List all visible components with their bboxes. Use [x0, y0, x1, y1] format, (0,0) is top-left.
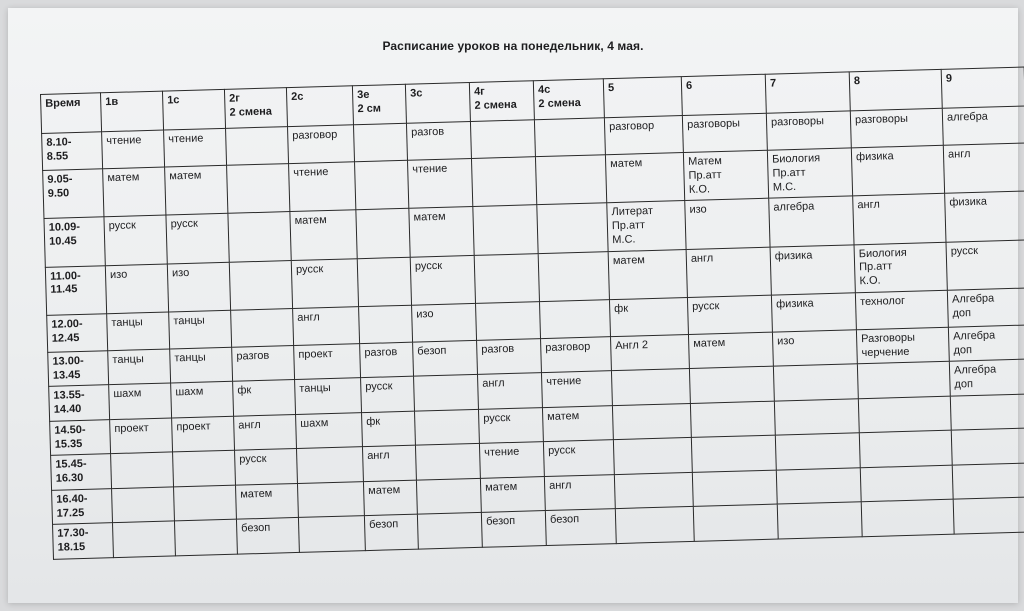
lesson-cell: проект — [172, 416, 235, 452]
lesson-cell: безоп — [545, 509, 616, 545]
lesson-cell — [414, 409, 479, 445]
lesson-cell: англ — [853, 194, 946, 245]
header-5: 5 — [603, 77, 682, 118]
lesson-cell: танцы — [169, 310, 232, 349]
lesson-cell — [111, 452, 174, 488]
lesson-cell: физика — [851, 145, 944, 196]
header-9: 9 — [941, 67, 1024, 108]
lesson-cell: танцы — [295, 378, 362, 414]
lesson-cell: разгов — [477, 338, 542, 374]
lesson-cell: безоп — [413, 340, 478, 376]
lesson-cell — [612, 403, 691, 440]
lesson-cell — [356, 208, 410, 258]
lesson-cell: проект — [294, 343, 361, 379]
lesson-cell: Англ 2 — [610, 334, 689, 371]
time-cell: 13.55- 14.40 — [49, 385, 110, 421]
lesson-cell: разговоры — [766, 111, 851, 150]
lesson-cell — [359, 305, 413, 343]
lesson-cell: англ — [544, 474, 615, 510]
lesson-cell: разгов — [406, 121, 471, 160]
lesson-cell: Литерат Пр.атт М.С. — [607, 201, 686, 251]
lesson-cell: русск — [104, 215, 167, 265]
lesson-cell — [539, 299, 610, 338]
lesson-cell: Алгебра доп — [949, 359, 1024, 396]
lesson-cell — [615, 507, 694, 544]
lesson-cell: англ — [478, 373, 543, 409]
lesson-cell: матем — [480, 476, 545, 512]
lesson-cell: физика — [771, 293, 856, 332]
lesson-cell — [861, 499, 954, 536]
lesson-cell: алгебра — [942, 106, 1024, 145]
lesson-cell: танцы — [108, 349, 171, 385]
lesson-cell — [774, 399, 859, 436]
lesson-cell: чтение — [541, 371, 612, 407]
lesson-cell: танцы — [170, 347, 233, 383]
lesson-cell: русск — [946, 239, 1024, 290]
lesson-cell: русск — [166, 214, 229, 264]
lesson-cell — [174, 519, 237, 555]
lesson-cell: чтение — [102, 130, 165, 169]
schedule-table-wrapper — [40, 67, 1024, 560]
lesson-cell: чтение — [479, 442, 544, 478]
lesson-cell: Алгебра доп — [948, 325, 1024, 362]
header-1s: 1с — [162, 89, 225, 130]
lesson-cell: русск — [361, 376, 415, 412]
header-2s: 2с — [286, 86, 353, 127]
time-cell: 15.45- 16.30 — [51, 454, 112, 490]
lesson-cell: шахм — [296, 412, 363, 448]
lesson-cell — [860, 465, 953, 502]
lesson-cell: изо — [412, 303, 477, 342]
lesson-cell: фк — [362, 411, 416, 447]
time-cell: 10.09- 10.45 — [44, 217, 105, 267]
lesson-cell — [113, 521, 176, 557]
lesson-cell — [857, 361, 950, 398]
lesson-cell — [415, 444, 480, 480]
lesson-cell — [534, 118, 605, 157]
lesson-cell: физика — [945, 191, 1024, 242]
header-4g: 4г 2 смена — [469, 81, 534, 122]
lesson-cell — [353, 123, 407, 161]
header-8: 8 — [849, 69, 942, 111]
lesson-cell: матем — [542, 405, 613, 441]
lesson-cell — [229, 260, 292, 310]
lesson-cell — [535, 155, 606, 205]
lesson-cell: разговоры — [850, 108, 943, 148]
lesson-cell — [474, 253, 539, 303]
lesson-cell — [470, 120, 535, 159]
lesson-cell: англ — [234, 414, 297, 450]
lesson-cell: матем — [165, 165, 228, 215]
lesson-cell: изо — [167, 262, 230, 312]
header-time: Время — [41, 93, 102, 134]
lesson-cell — [777, 502, 862, 539]
header-3e: 3е 2 см — [352, 84, 406, 124]
lesson-cell — [416, 478, 481, 514]
lesson-cell — [414, 375, 479, 411]
lesson-cell: Биология Пр.атт М.С. — [767, 148, 852, 199]
lesson-cell: чтение — [289, 162, 356, 212]
lesson-cell: англ — [362, 445, 416, 481]
lesson-cell: русск — [235, 449, 298, 485]
lesson-cell — [473, 205, 538, 255]
lesson-cell: шахм — [109, 383, 172, 419]
lesson-cell: фк — [609, 297, 688, 336]
lesson-cell — [355, 160, 409, 210]
lesson-cell — [689, 366, 774, 403]
time-cell: 11.00- 11.45 — [45, 265, 106, 315]
lesson-cell: фк — [233, 380, 296, 416]
schedule-table — [40, 66, 1024, 559]
lesson-cell — [228, 212, 291, 262]
lesson-cell: технолог — [855, 290, 948, 330]
lesson-cell: русск — [291, 258, 358, 308]
lesson-cell — [112, 487, 175, 523]
time-cell: 13.00- 13.45 — [48, 350, 109, 386]
lesson-cell — [297, 481, 364, 517]
lesson-cell: Матем Пр.атт К.О. — [683, 150, 768, 201]
lesson-cell: русск — [410, 255, 475, 305]
lesson-cell: безоп — [236, 518, 299, 554]
lesson-cell: Алгебра доп — [947, 288, 1024, 327]
lesson-cell: алгебра — [769, 196, 854, 247]
lesson-cell — [858, 396, 951, 433]
lesson-cell — [357, 257, 411, 307]
lesson-cell — [691, 435, 776, 472]
lesson-cell — [231, 308, 294, 347]
lesson-cell: Биология Пр.атт К.О. — [854, 242, 947, 293]
time-cell: 17.30- 18.15 — [53, 523, 114, 559]
header-1v: 1в — [100, 91, 163, 132]
lesson-cell — [692, 470, 777, 507]
lesson-cell — [611, 369, 690, 406]
lesson-cell: матем — [363, 480, 417, 516]
header-6: 6 — [681, 74, 766, 115]
lesson-cell — [226, 127, 289, 166]
lesson-cell: разгов — [232, 345, 295, 381]
lesson-cell: изо — [772, 330, 857, 367]
lesson-cell: русск — [687, 295, 772, 334]
lesson-cell: проект — [110, 418, 173, 454]
lesson-cell: разговоры — [682, 113, 767, 152]
time-cell: 14.50- 15.35 — [50, 419, 111, 455]
lesson-cell: англ — [943, 143, 1024, 194]
lesson-cell — [950, 394, 1024, 431]
lesson-cell — [859, 430, 952, 467]
lesson-cell: физика — [770, 244, 855, 295]
lesson-cell — [773, 364, 858, 401]
lesson-cell: безоп — [481, 511, 546, 547]
header-7: 7 — [765, 72, 850, 113]
lesson-cell: матем — [688, 332, 773, 369]
lesson-cell: чтение — [164, 128, 227, 167]
lesson-cell — [693, 504, 778, 541]
lesson-cell: русск — [543, 440, 614, 476]
lesson-cell — [690, 401, 775, 438]
lesson-cell: матем — [409, 207, 474, 257]
lesson-cell: изо — [685, 198, 770, 249]
lesson-cell — [471, 157, 536, 207]
lesson-cell: матем — [290, 210, 357, 260]
lesson-cell: Разговоры черчение — [856, 327, 949, 364]
lesson-cell: разгов — [360, 342, 414, 378]
lesson-cell: англ — [293, 306, 360, 345]
lesson-cell: разговор — [604, 116, 683, 155]
paper-sheet — [8, 8, 1018, 603]
lesson-cell: разговор — [541, 336, 612, 372]
lesson-cell — [227, 164, 290, 214]
schedule-title: Расписание уроков на понедельник, 4 мая. — [382, 39, 644, 53]
lesson-cell: шахм — [171, 381, 234, 417]
lesson-cell — [951, 428, 1024, 465]
lesson-cell — [776, 467, 861, 504]
lesson-cell: танцы — [107, 312, 170, 351]
time-cell: 16.40- 17.25 — [52, 488, 113, 524]
lesson-cell — [953, 497, 1024, 534]
header-2g: 2г 2 смена — [224, 88, 287, 129]
lesson-cell: матем — [608, 249, 687, 299]
lesson-cell: матем — [103, 167, 166, 217]
lesson-cell — [476, 301, 541, 340]
lesson-cell: разговор — [288, 125, 355, 164]
lesson-cell: матем — [235, 483, 298, 519]
lesson-cell — [613, 438, 692, 475]
lesson-cell — [952, 463, 1024, 500]
schedule-body — [42, 106, 1024, 559]
lesson-cell — [417, 513, 482, 549]
time-cell: 8.10- 8.55 — [42, 132, 103, 171]
lesson-cell — [775, 433, 860, 470]
lesson-cell — [174, 485, 237, 521]
header-4s: 4с 2 смена — [533, 79, 604, 120]
lesson-cell: изо — [105, 264, 168, 314]
header-3s: 3с — [405, 83, 470, 124]
time-cell: 12.00- 12.45 — [47, 313, 108, 352]
time-cell: 9.05- 9.50 — [43, 169, 104, 219]
lesson-cell: матем — [605, 153, 684, 203]
lesson-cell — [173, 450, 236, 486]
lesson-cell — [614, 472, 693, 509]
lesson-cell — [538, 251, 609, 301]
lesson-cell: чтение — [407, 158, 472, 208]
lesson-cell — [297, 447, 364, 483]
lesson-cell: безоп — [364, 514, 418, 550]
lesson-cell: русск — [478, 407, 543, 443]
lesson-cell — [298, 516, 365, 552]
lesson-cell — [537, 203, 608, 253]
lesson-cell: англ — [686, 247, 771, 298]
